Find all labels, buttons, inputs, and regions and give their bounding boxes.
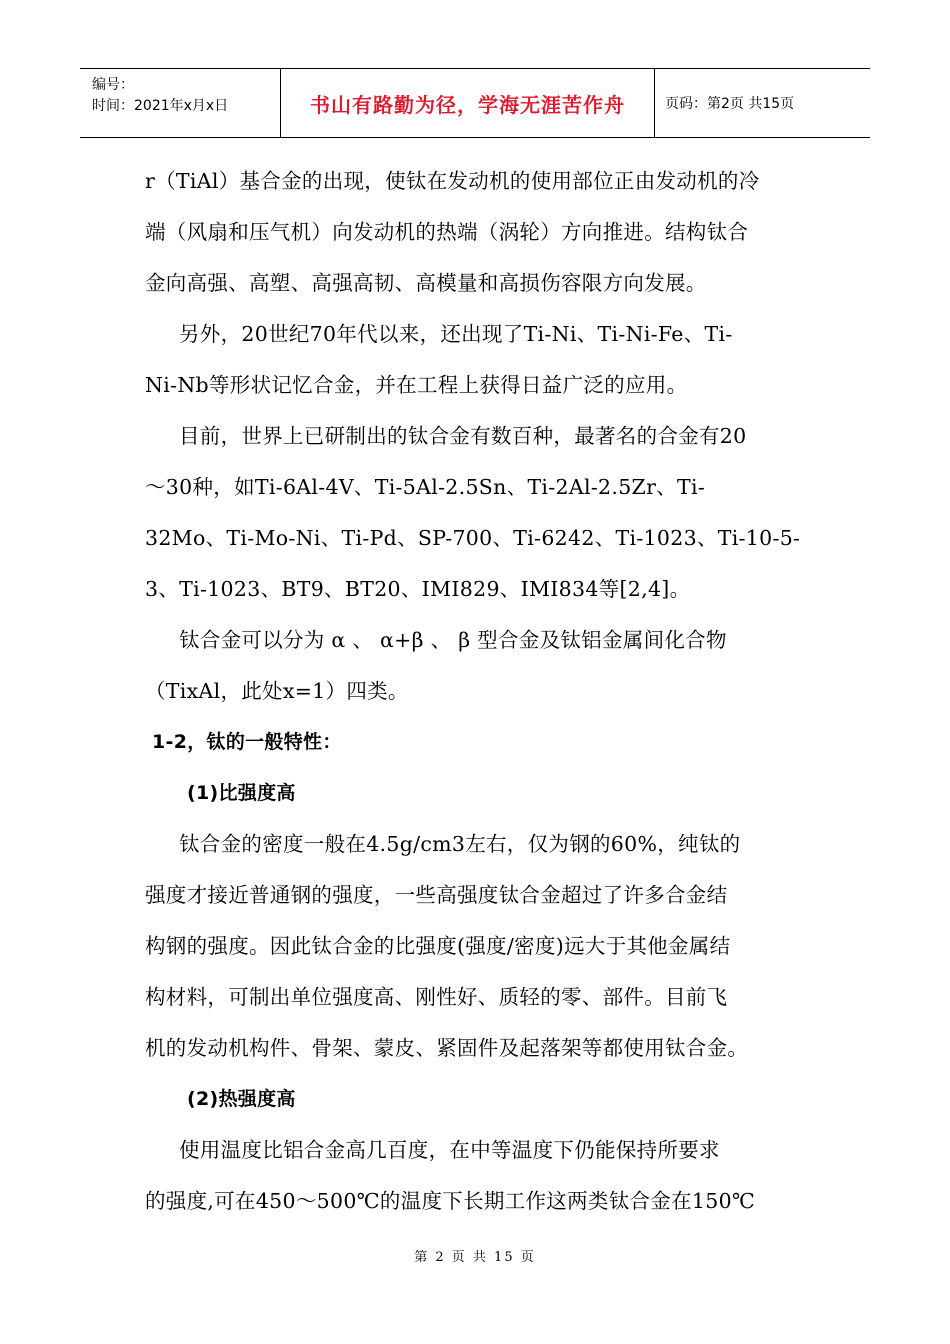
text-line: 金向高强、高塑、高强高韧、高模量和高损伤容限方向发展。: [145, 271, 707, 295]
text-line: （TixAl，此处x=1）四类。: [145, 679, 409, 703]
document-body: [145, 156, 805, 1227]
text-line: 强度才接近普通钢的强度，一些高强度钛合金超过了许多合金结: [145, 883, 728, 907]
header-meta: [80, 69, 281, 137]
motto: 书山有路勤为径，学海无涯苦作舟: [281, 69, 655, 137]
time-label: 时间：2021年x月x日: [92, 98, 229, 114]
text-line: 钛合金的密度一般在4.5g/cm3左右，仅为钢的60%，纯钛的: [179, 832, 741, 856]
text-line: 的强度,可在450～500℃的温度下长期工作这两类钛合金在150℃: [145, 1189, 756, 1213]
text-line: 构钢的强度。因此钛合金的比强度(强度/密度)远大于其他金属结: [145, 934, 731, 958]
text-line: 3、Ti-1023、BT9、BT20、IMI829、IMI834等[2,4]。: [145, 577, 691, 601]
text-line: 钛合金可以分为 α 、 α+β 、 β 型合金及钛铝金属间化合物: [179, 628, 727, 652]
text-line: ～30种，如Ti-6Al-4V、Ti-5Al-2.5Sn、Ti-2Al-2.5Zr、Ti-: [145, 475, 706, 499]
subsection-heading: (2)热强度高: [187, 1088, 296, 1110]
subsection-heading: (1)比强度高: [187, 782, 296, 804]
number-label: 编号：: [92, 77, 134, 93]
page-footer: 第 2 页 共 15 页: [414, 1250, 536, 1265]
text-line: 另外，20世纪70年代以来，还出现了Ti-Ni、Ti-Ni-Fe、Ti-: [179, 322, 733, 346]
text-line: 目前，世界上已研制出的钛合金有数百种，最著名的合金有20: [179, 424, 747, 448]
text-line: 端（风扇和压气机）向发动机的热端（涡轮）方向推进。结构钛合: [145, 220, 749, 244]
text-line: Ni-Nb等形状记忆合金，并在工程上获得日益广泛的应用。: [145, 373, 688, 397]
text-line: 机的发动机构件、骨架、蒙皮、紧固件及起落架等都使用钛合金。: [145, 1036, 749, 1060]
text-line: 构材料，可制出单位强度高、刚性好、质轻的零、部件。目前飞: [145, 985, 728, 1009]
page-code: 页码：第2页 共15页: [665, 96, 795, 112]
text-line: 32Mo、Ti-Mo-Ni、Ti-Pd、SP-700、Ti-6242、Ti-1023、Ti-10-5-: [145, 526, 801, 550]
text-line: r（TiAl）基合金的出现，使钛在发动机的使用部位正由发动机的冷: [145, 169, 760, 193]
page-header: [80, 68, 870, 138]
text-line: 使用温度比铝合金高几百度，在中等温度下仍能保持所要求: [179, 1138, 720, 1162]
section-heading: 1-2，钛的一般特性：: [152, 731, 342, 753]
